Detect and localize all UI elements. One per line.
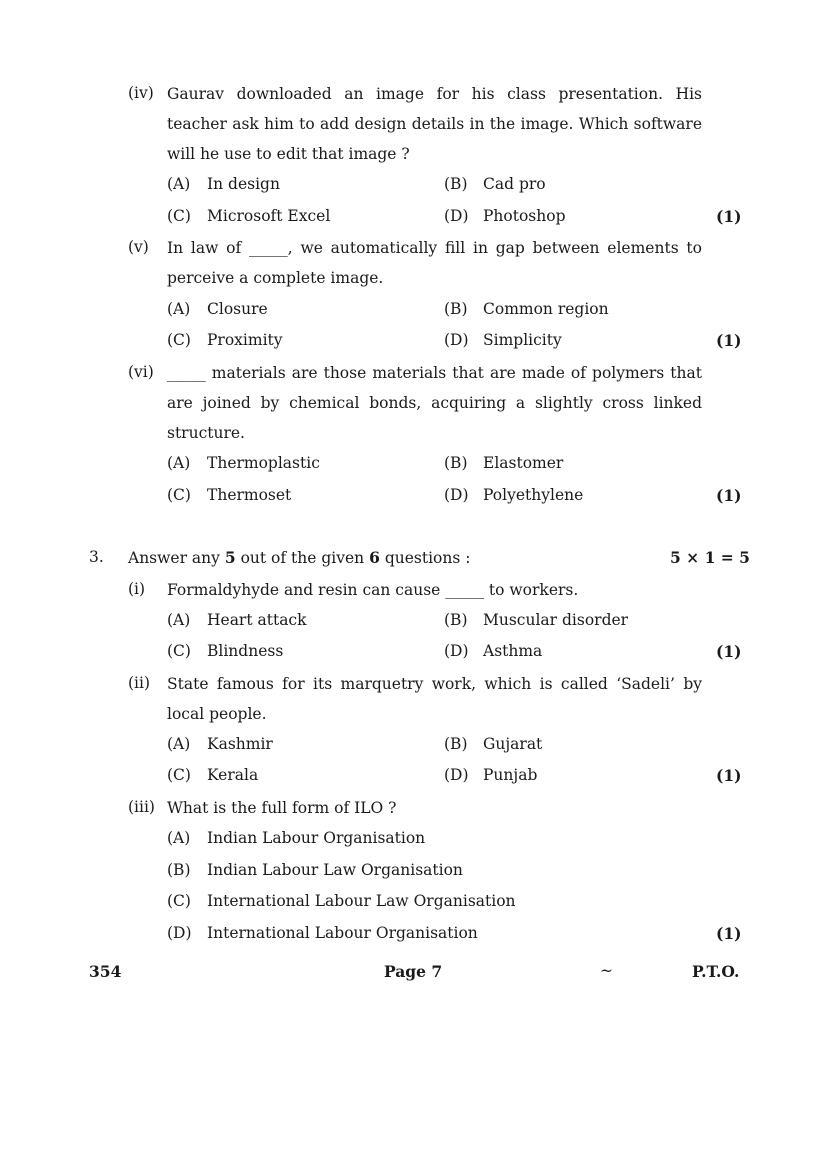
option-letter: (B) (444, 735, 468, 753)
option-letter: (A) (167, 611, 191, 629)
question-text: _____ materials are those materials that are made of polymers that are joined by chemical bonds, acquiring a slightly cross linked structure. (167, 364, 702, 442)
instruction-count: 5 (224, 548, 236, 567)
page-number: Page 7 (384, 962, 443, 981)
option-text: Blindness (207, 642, 284, 660)
option-letter: (B) (167, 861, 191, 879)
option-text: Closure (207, 300, 268, 318)
option-text: Thermoset (207, 486, 292, 504)
question-text: In law of _____, we automatically fill in gap between elements to perceive a complete image. (167, 239, 702, 287)
option-letter: (D) (444, 331, 469, 349)
option-text: Photoshop (483, 207, 566, 225)
question-number: (v) (128, 238, 149, 256)
option-text: Asthma (483, 642, 543, 660)
option-letter: (C) (167, 642, 191, 660)
marks-label: (1) (716, 486, 742, 505)
option-text: Muscular disorder (483, 611, 629, 629)
paper-code: 354 (89, 962, 122, 981)
question-number: (iii) (128, 798, 155, 816)
option-text: Indian Labour Organisation (207, 829, 426, 847)
instruction-suffix: questions : (384, 549, 471, 567)
option-text: Kerala (207, 766, 259, 784)
option-letter: (D) (444, 486, 469, 504)
option-letter: (C) (167, 207, 191, 225)
instruction-prefix: Answer any (128, 549, 220, 567)
question-text: Formaldyhyde and resin can cause _____ to workers. (167, 581, 579, 599)
option-text: Indian Labour Law Organisation (207, 861, 463, 879)
marks-scheme: 5 × 1 = 5 (670, 548, 750, 567)
question-text: State famous for its marquetry work, which is called ‘Sadeli’ by local people. (167, 675, 702, 723)
option-text: Thermoplastic (207, 454, 320, 472)
option-text: Elastomer (483, 454, 564, 472)
option-letter: (B) (444, 611, 468, 629)
question-text: Gaurav downloaded an image for his class presentation. His teacher ask him to add design details in the image. Which software will he use to edit that image ? (167, 85, 702, 163)
option-text: Punjab (483, 766, 538, 784)
marks-label: (1) (716, 924, 742, 943)
option-letter: (A) (167, 454, 191, 472)
marks-label: (1) (716, 766, 742, 785)
option-letter: (A) (167, 829, 191, 847)
option-letter: (D) (444, 642, 469, 660)
option-letter: (A) (167, 300, 191, 318)
option-text: International Labour Organisation (207, 924, 478, 942)
instruction-total: 6 (369, 548, 380, 567)
section-number: 3. (89, 548, 104, 566)
option-letter: (D) (444, 766, 469, 784)
option-text: Common region (483, 300, 609, 318)
option-letter: (C) (167, 766, 191, 784)
option-text: Polyethylene (483, 486, 584, 504)
marks-label: (1) (716, 642, 742, 661)
pto-label: P.T.O. (692, 962, 740, 981)
instruction-mid: out of the given (240, 549, 365, 567)
option-text: Heart attack (207, 611, 307, 629)
option-letter: (D) (167, 924, 192, 942)
option-letter: (A) (167, 175, 191, 193)
tilde-mark: ~ (600, 962, 613, 980)
option-text: Simplicity (483, 331, 562, 349)
marks-label: (1) (716, 207, 742, 226)
option-letter: (B) (444, 175, 468, 193)
option-text: In design (207, 175, 280, 193)
option-letter: (C) (167, 892, 191, 910)
option-letter: (B) (444, 300, 468, 318)
option-text: Microsoft Excel (207, 207, 331, 225)
option-letter: (C) (167, 486, 191, 504)
option-text: International Labour Law Organisation (207, 892, 516, 910)
option-letter: (D) (444, 207, 469, 225)
question-number: (vi) (128, 363, 154, 381)
option-text: Proximity (207, 331, 283, 349)
section-instruction (128, 548, 470, 567)
option-letter: (A) (167, 735, 191, 753)
marks-label: (1) (716, 331, 742, 350)
option-text: Gujarat (483, 735, 543, 753)
question-number: (iv) (128, 84, 154, 102)
option-letter: (C) (167, 331, 191, 349)
option-letter: (B) (444, 454, 468, 472)
question-number: (ii) (128, 674, 151, 692)
option-text: Kashmir (207, 735, 273, 753)
question-number: (i) (128, 580, 146, 598)
question-text: What is the full form of ILO ? (167, 799, 397, 817)
option-text: Cad pro (483, 175, 546, 193)
